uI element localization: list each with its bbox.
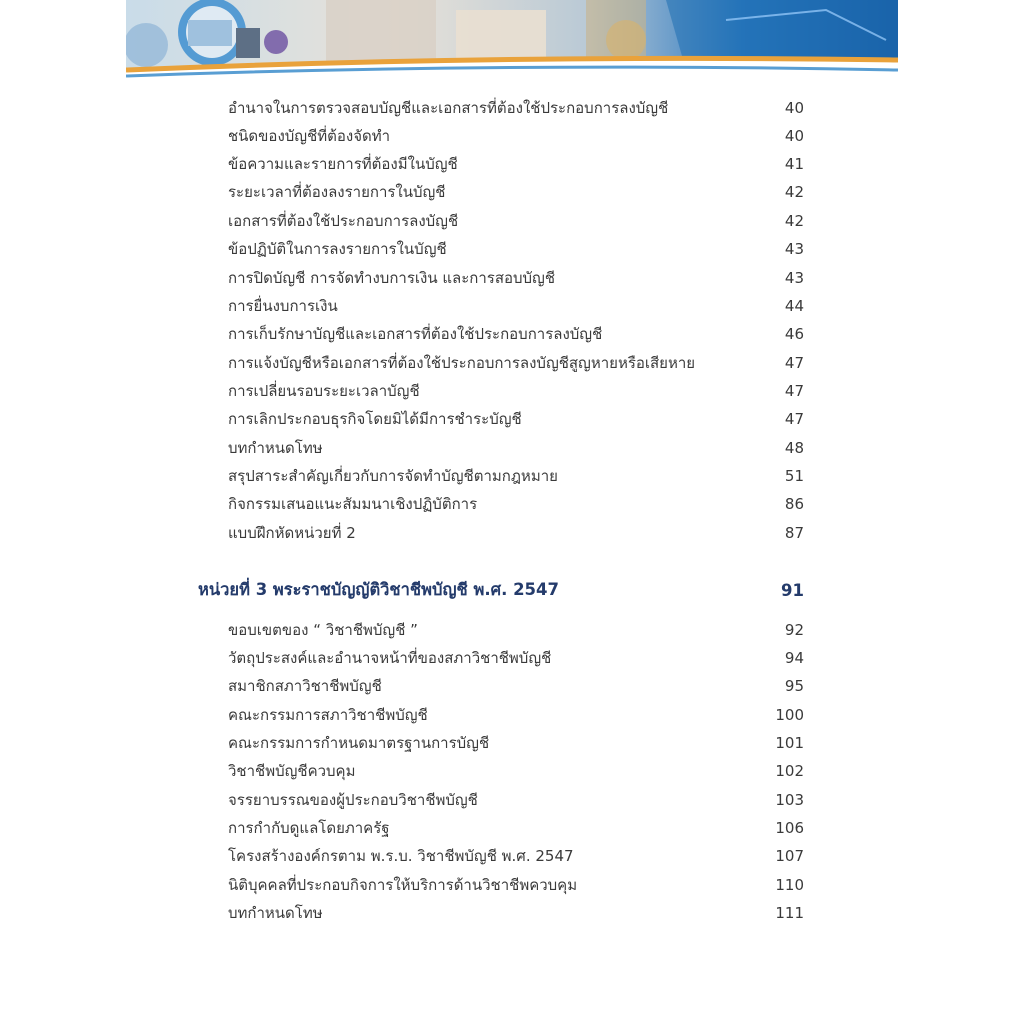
toc-entry-page: 110 [775,876,804,894]
toc-entry [228,519,804,547]
toc-entry-title: สรุปสาระสำคัญเกี่ยวกับการจัดทำบัญชีตามกฎหมาย [228,467,558,485]
toc-entry-title: การแจ้งบัญชีหรือเอกสารที่ต้องใช้ประกอบการลงบัญชีสูญหายหรือเสียหาย [228,354,696,372]
toc-entry-title: กิจกรรมเสนอแนะสัมมนาเชิงปฏิบัติการ [228,495,478,513]
toc-entry-title: สมาชิกสภาวิชาชีพบัญชี [228,677,382,695]
toc-entry-page: 86 [784,495,804,513]
toc-entry-title: แบบฝึกหัดหน่วยที่ 2 [228,524,356,542]
toc-entry [228,644,804,672]
header-banner-image [126,0,898,88]
toc-entry-title: คณะกรรมการกำหนดมาตรฐานการบัญชี [228,734,490,752]
toc-entry [228,349,804,377]
toc-entry-page: 103 [775,791,804,809]
toc-entry-page: 43 [784,240,804,258]
toc-entry-title: ข้อปฏิบัติในการลงรายการในบัญชี [228,240,447,258]
toc-entry-page: 101 [775,734,804,752]
toc-entry-title: นิติบุคคลที่ประกอบกิจการให้บริการด้านวิชาชีพควบคุม [228,876,578,894]
toc-entry [228,434,804,462]
toc-entry [228,814,804,842]
unit-heading-title: หน่วยที่ 3 พระราชบัญญัติวิชาชีพบัญชี พ.ศ. 2547 [198,580,560,599]
toc-entry [228,122,804,150]
toc-entry-page: 87 [784,524,804,542]
toc-entry-title: วิชาชีพบัญชีควบคุม [228,762,356,780]
toc-entry [228,701,804,729]
toc-entry-page: 46 [784,325,804,343]
toc-entry [228,320,804,348]
toc-entry-title: ชนิดของบัญชีที่ต้องจัดทำ [228,127,391,145]
toc-entry [228,94,804,122]
toc-entry-page: 95 [784,677,804,695]
toc-entry [228,786,804,814]
toc-entry-title: โครงสร้างองค์กรตาม พ.ร.บ. วิชาชีพบัญชี พ.ศ. 2547 [228,847,574,865]
toc-entry [228,842,804,870]
toc-entry-title: การปิดบัญชี การจัดทำงบการเงิน และการสอบบัญชี [228,269,556,287]
toc-entry [228,729,804,757]
toc-entry-title: ระยะเวลาที่ต้องลงรายการในบัญชี [228,183,446,201]
toc-entry-title: คณะกรรมการสภาวิชาชีพบัญชี [228,706,428,724]
toc-entry-page: 48 [784,439,804,457]
toc-entry-title: เอกสารที่ต้องใช้ประกอบการลงบัญชี [228,212,459,230]
toc-entry [228,405,804,433]
toc-entry-title: การเปลี่ยนรอบระยะเวลาบัญชี [228,382,420,400]
toc-entry-title: ข้อความและรายการที่ต้องมีในบัญชี [228,155,458,173]
unit-heading-page: 91 [781,580,804,600]
toc-entry-page: 42 [784,212,804,230]
toc-entry-page: 100 [775,706,804,724]
toc-entry [228,672,804,700]
toc-entry-title: การเลิกประกอบธุรกิจโดยมิได้มีการชำระบัญชี [228,410,522,428]
toc-entry-title: การเก็บรักษาบัญชีและเอกสารที่ต้องใช้ประกอบการลงบัญชี [228,325,603,343]
toc-entry-title: อำนาจในการตรวจสอบบัญชีและเอกสารที่ต้องใช้ประกอบการลงบัญชี [228,99,669,117]
toc-entry-page: 102 [775,762,804,780]
toc-entry [228,871,804,899]
toc-entry-title: การกำกับดูแลโดยภาครัฐ [228,819,390,837]
toc-entry [228,264,804,292]
toc-entry-page: 41 [784,155,804,173]
toc-entry-page: 106 [775,819,804,837]
toc-entry-page: 40 [784,99,804,117]
toc-entry [228,757,804,785]
toc-entry-page: 92 [784,621,804,639]
toc-entry-page: 47 [784,354,804,372]
toc-entry [228,377,804,405]
toc-entry-page: 111 [775,904,804,922]
toc-entry-page: 94 [784,649,804,667]
toc-entry-title: บทกำหนดโทษ [228,439,323,457]
toc-entry [228,899,804,927]
toc-entry-title: การยื่นงบการเงิน [228,297,338,315]
unit-heading [198,575,804,605]
toc-entry [228,462,804,490]
toc-entry [228,490,804,518]
document-page [126,0,898,1024]
toc-entry [228,178,804,206]
toc-entry-page: 107 [775,847,804,865]
toc-entry [228,235,804,263]
toc-entry-title: ขอบเขตของ “ วิชาชีพบัญชี ” [228,621,418,639]
toc-entry-title: บทกำหนดโทษ [228,904,323,922]
toc-entry-page: 44 [784,297,804,315]
toc-entry-title: วัตถุประสงค์และอำนาจหน้าที่ของสภาวิชาชีพบัญชี [228,649,552,667]
toc-entry-page: 42 [784,183,804,201]
toc-entry [228,150,804,178]
toc-entry-page: 47 [784,382,804,400]
toc-entry-page: 40 [784,127,804,145]
toc-entry [228,616,804,644]
toc-entry-title: จรรยาบรรณของผู้ประกอบวิชาชีพบัญชี [228,791,478,809]
toc-entry-page: 51 [784,467,804,485]
toc-entry [228,207,804,235]
toc-entry-page: 47 [784,410,804,428]
toc-entry [228,292,804,320]
toc-entry-page: 43 [784,269,804,287]
